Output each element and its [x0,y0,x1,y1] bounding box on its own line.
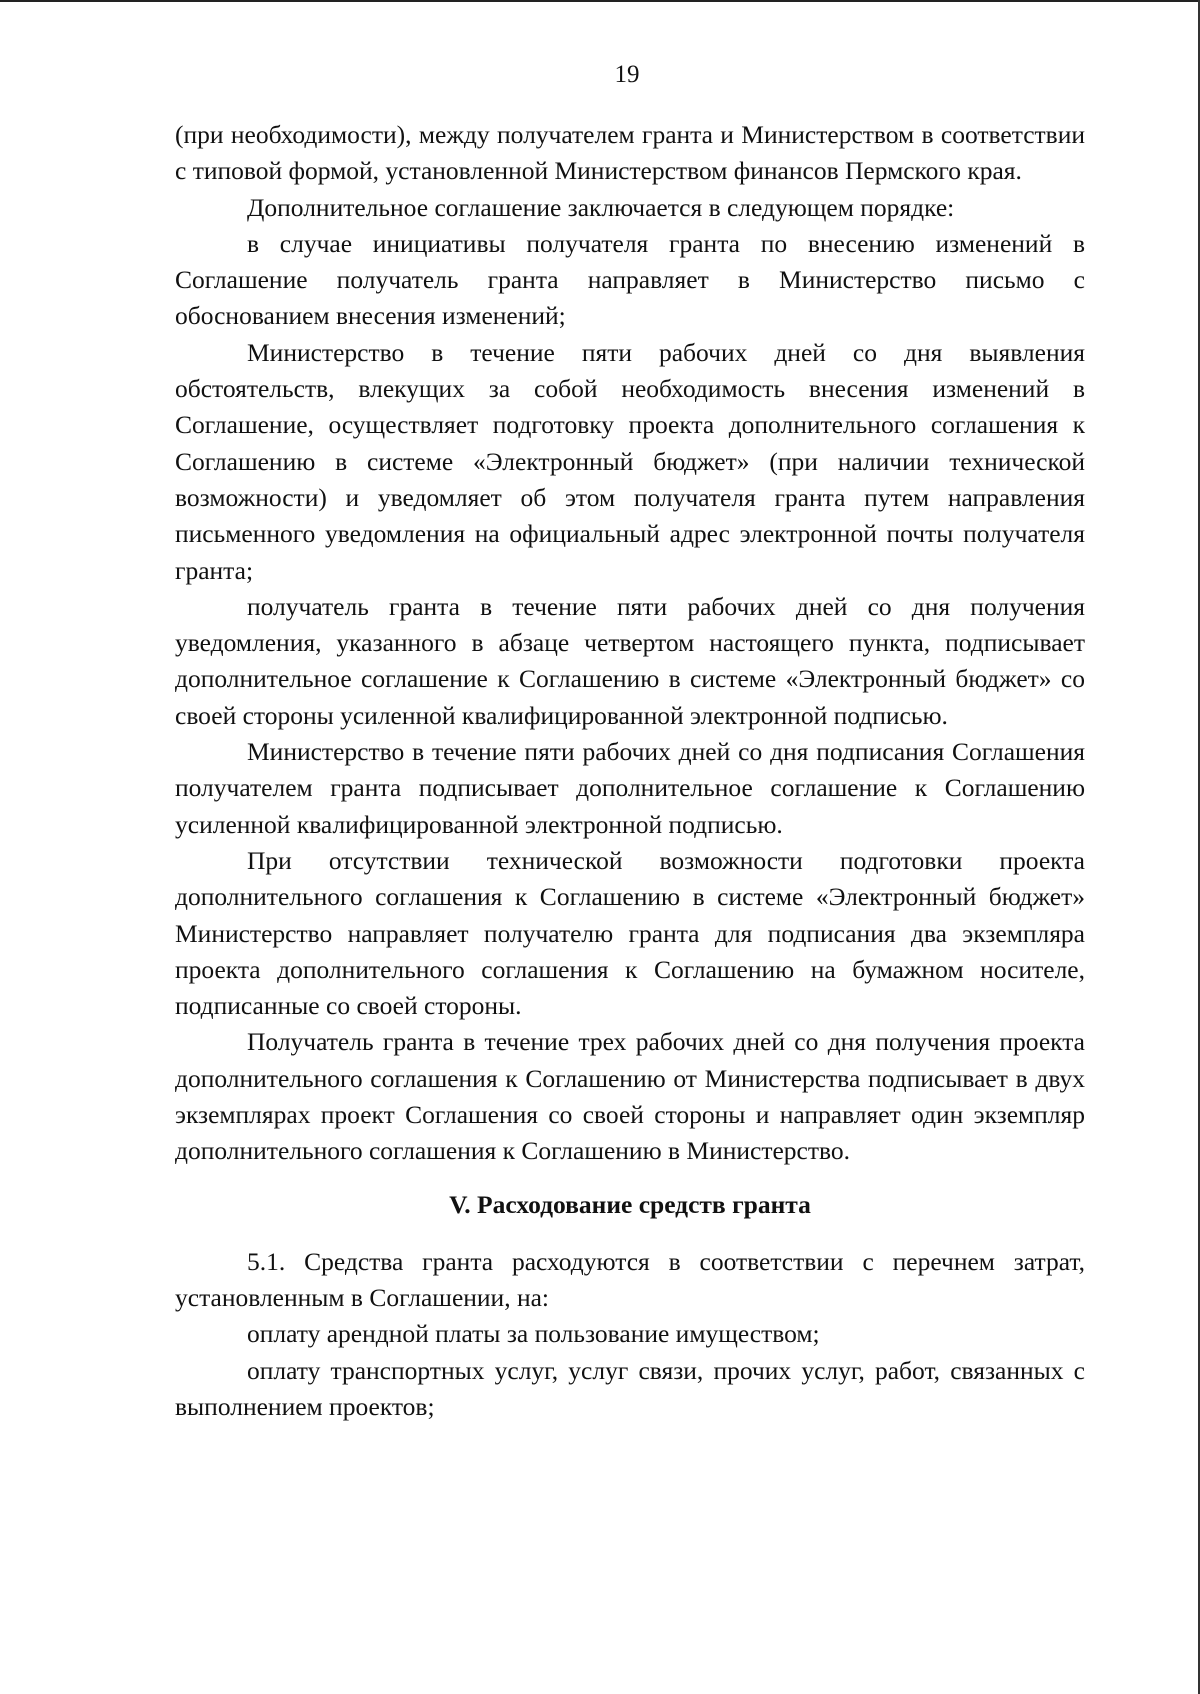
paragraph-7: При отсутствии технической возможности подготовки проекта дополнительного соглашения к Соглашению в системе «Электронный бюджет» Министерство направляет получателю гранта для подписания два экземпляра проекта дополнительного соглашения к Соглашению на бумажном носителе, подписанные со своей стороны. [175,845,1085,1021]
paragraph-list-item-2: оплату транспортных услуг, услуг связи, прочих услуг, работ, связанных с выполнением проектов; [175,1355,1085,1421]
document-body [175,117,1085,1425]
paragraph-5-1: 5.1. Средства гранта расходуются в соответствии с перечнем затрат, установленным в Соглашении, на: [175,1246,1085,1312]
paragraph-1: (при необходимости), между получателем гранта и Министерством в соответствии с типовой формой, установленной Министерством финансов Пермского края. [175,120,1085,186]
paragraph-6: Министерство в течение пяти рабочих дней со дня подписания Соглашения получателем гранта подписывает дополнительное соглашение к Соглашению усиленной квалифицированной электронной подписью. [175,737,1085,839]
scan-top-edge [0,0,1200,2]
paragraph-3: в случае инициативы получателя гранта по внесению изменений в Соглашение получатель гранта направляет в Министерство письмо с обоснованием внесения изменений; [175,228,1085,331]
section-heading: V. Расходование средств гранта [449,1189,811,1219]
paragraph-list-item-1: оплату арендной платы за пользование имуществом; [247,1319,820,1349]
paragraph-8: Получатель гранта в течение трех рабочих дней со дня получения проекта дополнительного соглашения к Соглашению от Министерства подписывает в двух экземплярах проект Соглашения со своей стороны и направляет один экземпляр дополнительного соглашения к Соглашению в Министерство. [175,1027,1085,1166]
page-number: 19 [614,61,640,88]
paragraph-4: Министерство в течение пяти рабочих дней со дня выявления обстоятельств, влекущих за собой необходимость внесения изменений в Соглашение, осуществляет подготовку проекта дополнительного соглашения к Соглашению в системе «Электронный бюджет» (при наличии технической возможности) и уведомляет об этом получателя гранта путем направления письменного уведомления на официальный адрес электронной почты получателя гранта; [175,337,1085,585]
paragraph-5: получатель гранта в течение пяти рабочих дней со дня получения уведомления, указанного в абзаце четвертом настоящего пункта, подписывает дополнительное соглашение к Соглашению в системе «Электронный бюджет» со своей стороны усиленной квалифицированной электронной подписью. [175,591,1085,730]
paragraph-2: Дополнительное соглашение заключается в следующем порядке: [247,192,955,222]
